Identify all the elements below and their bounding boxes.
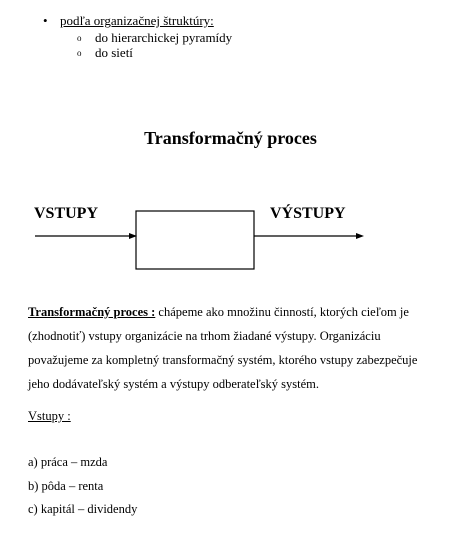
list-item: a) práca – mzda xyxy=(28,455,108,469)
inputs-heading: Vstupy : xyxy=(28,409,71,423)
page-title: Transformačný proces xyxy=(144,128,317,148)
list-item: b) pôda – renta xyxy=(28,479,104,493)
definition-text: chápeme ako množinu činností, ktorých cieľom je (zhodnotiť) vstupy organizácie na trhom žiadané výstupy. Organizáciu považujeme za kompletný transformačný systém, ktorého vstupy zabezpečuje jeho dodávateľský systém a výstupy odberateľský systém. xyxy=(28,305,418,391)
diagram-input-label: VSTUPY xyxy=(34,205,99,222)
sub-bullet-marker: o xyxy=(77,33,82,43)
output-arrowhead xyxy=(356,233,364,239)
definition-term: Transformačný proces : xyxy=(28,305,156,319)
list-item: do sietí xyxy=(95,45,133,60)
list-heading: podľa organizačnej štruktúry: xyxy=(60,13,214,28)
diagram-output-label: VÝSTUPY xyxy=(270,205,346,222)
list-item: c) kapitál – dividendy xyxy=(28,502,138,516)
definition-paragraph xyxy=(28,300,438,396)
sub-bullet-marker: o xyxy=(77,48,82,58)
process-box xyxy=(136,211,254,269)
list-item: do hierarchickej pyramídy xyxy=(95,30,233,45)
bullet-marker: • xyxy=(43,13,48,28)
